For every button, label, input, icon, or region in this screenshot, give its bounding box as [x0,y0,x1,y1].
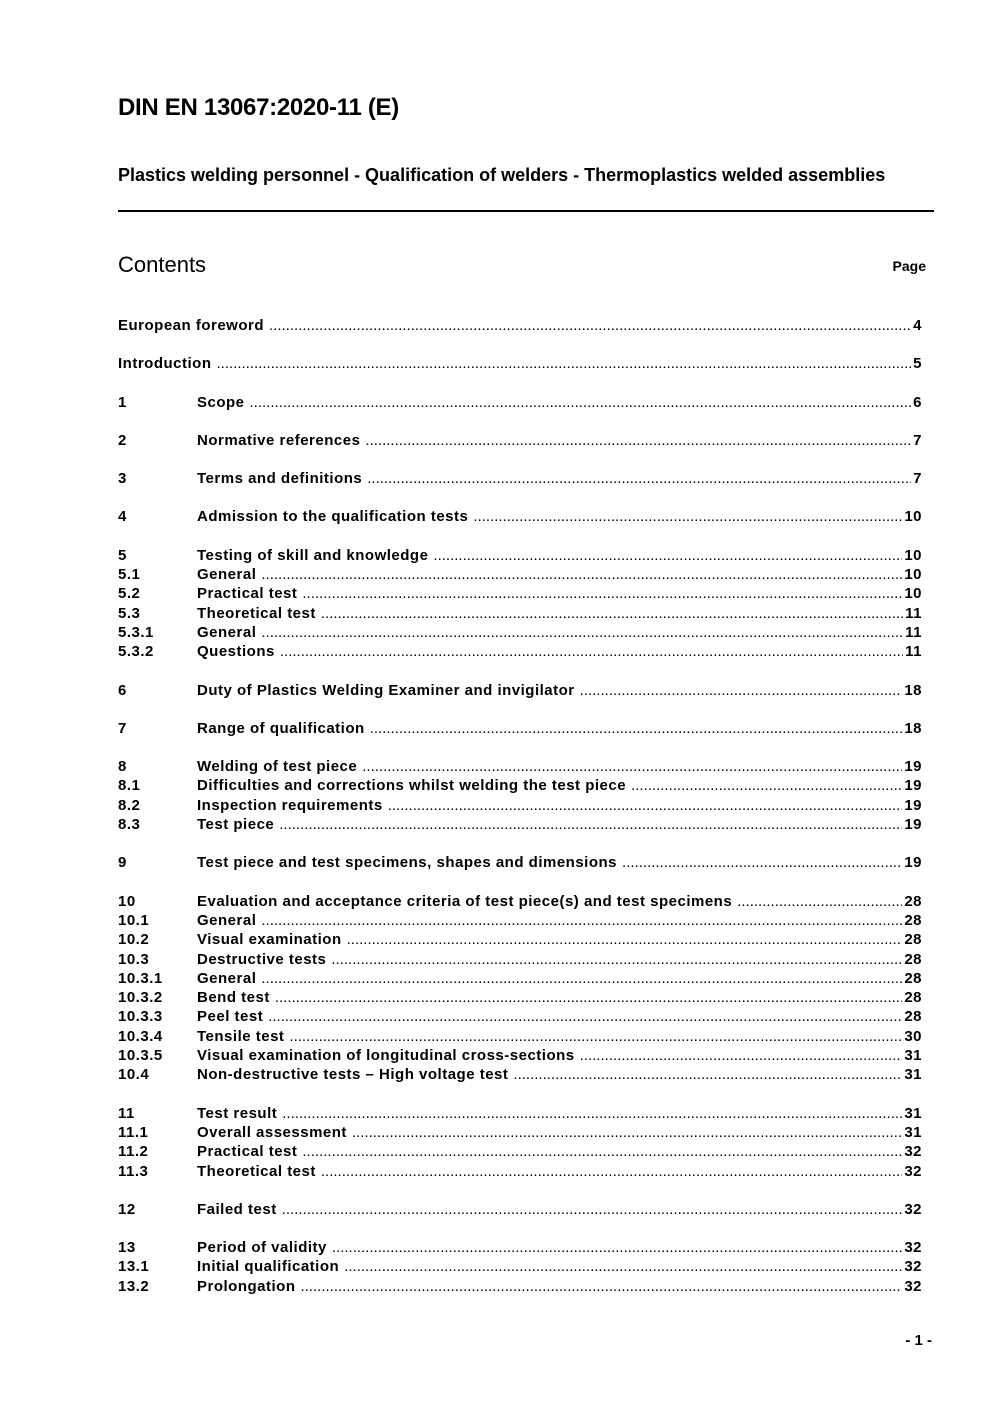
toc-page-number[interactable]: 32 [904,1162,922,1180]
contents-heading: Contents [118,252,207,277]
toc-section-number: 7 [118,719,127,737]
toc-section-title[interactable]: Test piece and test specimens, shapes and dimensions [197,854,618,872]
toc-entry[interactable] [118,507,922,526]
toc-entry[interactable] [118,776,922,795]
toc-dot-leader [433,546,902,565]
toc-section-title[interactable]: Normative references [197,431,361,449]
toc-section-number: 8 [118,758,127,776]
toc-section-title[interactable]: Peel test [197,1008,264,1026]
toc-dot-leader [261,911,902,930]
toc-entry[interactable] [118,853,922,872]
toc-page-number[interactable]: 11 [905,604,922,622]
toc-page-number[interactable]: 28 [904,892,922,910]
toc-section-number: 5.3.2 [118,643,154,661]
toc-dot-leader [388,796,903,815]
toc-page-number[interactable]: 32 [904,1200,922,1218]
toc-dot-leader [622,853,902,872]
toc-entry[interactable] [118,1007,922,1026]
toc-section-title[interactable]: Duty of Plastics Welding Examiner and invigilator [197,681,575,699]
toc-dot-leader [352,1123,902,1142]
toc-dot-leader [216,354,911,373]
toc-page-number[interactable]: 32 [904,1258,922,1276]
toc-page-number[interactable]: 32 [904,1143,922,1161]
toc-page-number[interactable]: 28 [904,931,922,949]
toc-section-title[interactable]: Visual examination of longitudinal cross-sections [197,1047,575,1065]
toc-dot-leader [301,1277,903,1296]
toc-page-number[interactable]: 18 [904,681,922,699]
toc-dot-leader [370,719,903,738]
toc-page-number[interactable]: 28 [904,989,922,1007]
toc-dot-leader [331,950,902,969]
toc-section-title[interactable]: Test piece [197,816,275,834]
toc-section-title[interactable]: Terms and definitions [197,470,363,488]
toc-dot-leader [344,1257,902,1276]
toc-section-number: 11.3 [118,1162,149,1180]
toc-section-number: 10.3.1 [118,969,163,987]
toc-section-number: 10.4 [118,1066,150,1084]
toc-section-number: 10.3.3 [118,1008,163,1026]
toc-page-number[interactable]: 10 [904,546,922,564]
toc-section-number: 2 [118,431,127,449]
toc-section-title[interactable]: Difficulties and corrections whilst welding the test piece [197,777,627,795]
toc-section-title[interactable]: Tensile test [197,1027,285,1045]
toc-section-title[interactable]: Visual examination [197,931,342,949]
toc-dot-leader [268,1007,902,1026]
toc-section-number: 1 [118,393,127,411]
toc-section-title[interactable]: General [197,911,257,929]
toc-section-title[interactable]: Initial qualification [197,1258,340,1276]
toc-page-number[interactable]: 5 [913,355,922,373]
toc-entry[interactable] [118,1065,922,1084]
toc-section-title[interactable]: General [197,969,257,987]
toc-entry[interactable] [118,719,922,738]
toc-dot-leader [513,1065,902,1084]
toc-section-title[interactable]: Practical test [197,1143,298,1161]
toc-section-title[interactable]: Admission to the qualification tests [197,508,469,526]
toc-section-number: 8.3 [118,816,141,834]
toc-page-number[interactable]: 31 [904,1066,922,1084]
toc-entry[interactable] [118,469,922,488]
toc-entry[interactable] [118,1142,922,1161]
toc-entry[interactable] [118,1123,922,1142]
toc-section-title[interactable]: General [197,566,257,584]
toc-dot-leader [473,507,902,526]
toc-page-number[interactable]: 31 [904,1104,922,1122]
toc-page-number[interactable]: 19 [904,777,922,795]
toc-dot-leader [347,930,903,949]
toc-dot-leader [302,1142,902,1161]
toc-section-number: 10.2 [118,931,150,949]
toc-page-number[interactable]: 19 [904,854,922,872]
toc-page-number[interactable]: 31 [904,1047,922,1065]
toc-section-title[interactable]: Overall assessment [197,1123,347,1141]
toc-section-number: 13 [118,1239,136,1257]
toc-section-title[interactable]: Test result [197,1104,278,1122]
toc-entry[interactable] [118,930,922,949]
toc-section-number: 5.3 [118,604,141,622]
toc-dot-leader [332,1238,902,1257]
toc-entry[interactable] [118,565,922,584]
toc-section-title[interactable]: European foreword [118,317,265,334]
toc-page-number[interactable]: 30 [904,1027,922,1045]
toc-section-title[interactable]: Practical test [197,585,298,603]
toc-dot-leader [580,1046,903,1065]
toc-dot-leader [282,1104,902,1123]
toc-section-title[interactable]: Theoretical test [197,604,316,622]
toc-page-number[interactable]: 28 [904,969,922,987]
document-subtitle: Plastics welding personnel - Qualification of welders - Thermoplastics welded assemblies [118,165,886,185]
toc-entry[interactable] [118,988,922,1007]
toc-entry[interactable] [118,1200,922,1219]
toc-section-title[interactable]: Scope [197,393,245,411]
toc-entry[interactable] [118,584,922,603]
toc-section-title[interactable]: Period of validity [197,1239,327,1257]
toc-section-title[interactable]: Questions [197,643,275,661]
toc-page-number[interactable]: 18 [904,719,922,737]
toc-section-title[interactable]: Introduction [118,355,212,373]
toc-section-title[interactable]: Destructive tests [197,950,327,968]
toc-entry[interactable] [118,354,922,373]
toc-page-number[interactable]: 31 [904,1123,922,1141]
toc-dot-leader [289,1027,902,1046]
toc-section-number: 9 [118,854,127,872]
toc-section-number: 8.2 [118,796,141,814]
toc-entry[interactable] [118,892,922,911]
toc-section-number: 11.1 [118,1123,149,1141]
toc-dot-leader [321,604,903,623]
toc-section-number: 5.3.1 [118,623,154,641]
toc-dot-leader [365,431,911,450]
title-divider [118,210,934,212]
toc-section-number: 3 [118,470,127,488]
toc-page-number[interactable]: 19 [904,758,922,776]
toc-section-title[interactable]: Non-destructive tests – High voltage test [197,1066,509,1084]
toc-entry[interactable] [118,969,922,988]
page-column-label: Page [892,258,926,274]
toc-page-number[interactable]: 19 [904,796,922,814]
toc-section-title[interactable]: General [197,623,257,641]
toc-dot-leader [280,642,903,661]
toc-section-number: 8.1 [118,777,141,795]
toc-section-number: 13.1 [118,1258,150,1276]
toc-section-number: 10.3.4 [118,1027,163,1045]
toc-entry[interactable] [118,1104,922,1123]
toc-entry[interactable] [118,393,922,412]
toc-section-number: 11.2 [118,1143,149,1161]
toc-entry[interactable] [118,1257,922,1276]
page-number: - 1 - [905,1332,932,1349]
toc-dot-leader [302,584,902,603]
toc-dot-leader [261,623,903,642]
toc-section-title[interactable]: Inspection requirements [197,796,383,814]
toc-section-number: 5.2 [118,585,141,603]
toc-section-title[interactable]: Testing of skill and knowledge [197,546,429,564]
toc-page-number[interactable]: 32 [904,1239,922,1257]
toc-entry[interactable] [118,1046,922,1065]
toc-dot-leader [261,969,902,988]
toc-page-number[interactable]: 28 [904,1008,922,1026]
toc-entry[interactable] [118,642,922,661]
toc-entry[interactable] [118,1027,922,1046]
toc-section-number: 10.3 [118,950,150,968]
toc-section-title[interactable]: Evaluation and acceptance criteria of test piece(s) and test specimens [197,892,733,910]
toc-dot-leader [275,988,902,1007]
toc-dot-leader [269,316,911,335]
toc-dot-leader [362,757,902,776]
toc-page-number[interactable]: 19 [904,816,922,834]
toc-page-number[interactable]: 28 [904,950,922,968]
toc-dot-leader [250,393,912,412]
toc-entry[interactable] [118,316,922,335]
toc-section-title[interactable]: Range of qualification [197,719,365,737]
toc-section-title[interactable]: Prolongation [197,1277,296,1295]
table-of-contents [118,316,922,1296]
toc-dot-leader [321,1162,902,1181]
toc-entry[interactable] [118,1238,922,1257]
toc-entry[interactable] [118,950,922,969]
toc-page-number[interactable]: 28 [904,911,922,929]
toc-section-number: 13.2 [118,1277,150,1295]
toc-section-number: 10.1 [118,911,150,929]
document-title: DIN EN 13067:2020-11 (E) [118,94,399,121]
toc-entry[interactable] [118,796,922,815]
toc-dot-leader [367,469,911,488]
toc-entry[interactable] [118,681,922,700]
toc-section-number: 6 [118,681,127,699]
toc-page-number[interactable]: 7 [913,431,922,449]
toc-section-number: 10 [118,892,136,910]
toc-dot-leader [737,892,902,911]
toc-entry[interactable] [118,1162,922,1181]
toc-entry[interactable] [118,911,922,930]
toc-entry[interactable] [118,1277,922,1296]
toc-entry[interactable] [118,431,922,450]
toc-entry[interactable] [118,757,922,776]
toc-dot-leader [631,776,902,795]
toc-page-number[interactable]: 6 [913,393,922,411]
toc-dot-leader [279,815,902,834]
toc-section-title[interactable]: Theoretical test [197,1162,316,1180]
toc-page-number[interactable]: 32 [904,1277,922,1295]
toc-dot-leader [282,1200,903,1219]
toc-section-number: 11 [118,1104,135,1122]
toc-section-number: 12 [118,1200,136,1218]
toc-page-number[interactable]: 11 [905,623,922,641]
toc-section-title[interactable]: Bend test [197,989,270,1007]
toc-section-number: 5 [118,546,127,564]
toc-page-number[interactable]: 10 [904,585,922,603]
toc-section-number: 10.3.5 [118,1047,163,1065]
toc-entry[interactable] [118,604,922,623]
toc-section-number: 5.1 [118,566,141,584]
toc-entry[interactable] [118,623,922,642]
toc-entry[interactable] [118,546,922,565]
toc-page-number[interactable]: 10 [904,508,922,526]
toc-entry[interactable] [118,815,922,834]
toc-page-number[interactable]: 4 [913,317,922,334]
toc-dot-leader [261,565,902,584]
toc-section-number: 4 [118,508,127,526]
toc-section-title[interactable]: Failed test [197,1200,277,1218]
toc-section-title[interactable]: Welding of test piece [197,758,358,776]
toc-dot-leader [580,681,903,700]
toc-page-number[interactable]: 11 [905,643,922,661]
toc-page-number[interactable]: 7 [913,470,922,488]
toc-section-number: 10.3.2 [118,989,163,1007]
toc-page-number[interactable]: 10 [904,566,922,584]
